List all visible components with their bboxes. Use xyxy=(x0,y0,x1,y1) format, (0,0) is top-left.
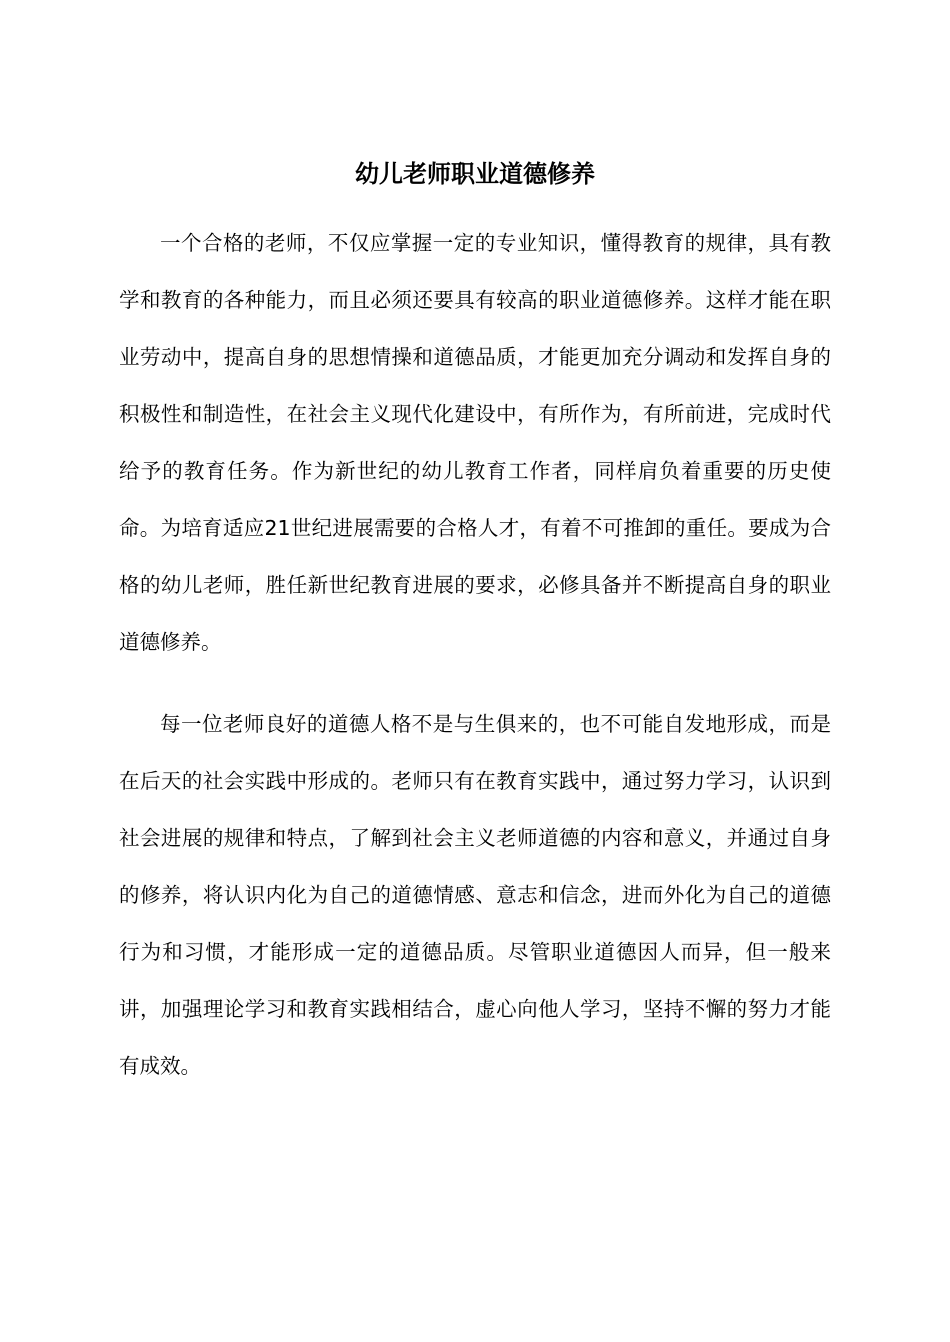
paragraph-1: 一个合格的老师，不仅应掌握一定的专业知识，懂得教育的规律，具有教学和教育的各种能力，而且必须还要具有较高的职业道德修养。这样才能在职业劳动中，提高自身的思想情操和道德品质，才能更加充分调动和发挥自身的积极性和制造性，在社会主义现代化建设中，有所作为，有所前进，完成时代给予的教育任务。作为新世纪的幼儿教育工作者，同样肩负着重要的历史使命。为培育适应21世纪进展需要的合格人才，有着不可推卸的重任。要成为合格的幼儿老师，胜任新世纪教育进展的要求，必修具备并不断提高自身的职业道德修养。 xyxy=(119,231,831,654)
document-title: 幼儿老师职业道德修养 xyxy=(355,159,595,188)
paragraph-2: 每一位老师良好的道德人格不是与生俱来的，也不可能自发地形成，而是在后天的社会实践中形成的。老师只有在教育实践中，通过努力学习，认识到社会进展的规律和特点，了解到社会主义老师道德的内容和意义，并通过自身的修养，将认识内化为自己的道德情感、意志和信念，进而外化为自己的道德行为和习惯，才能形成一定的道德品质。尽管职业道德因人而异，但一般来讲，加强理论学习和教育实践相结合，虚心向他人学习，坚持不懈的努力才能有成效。 xyxy=(119,712,831,1078)
